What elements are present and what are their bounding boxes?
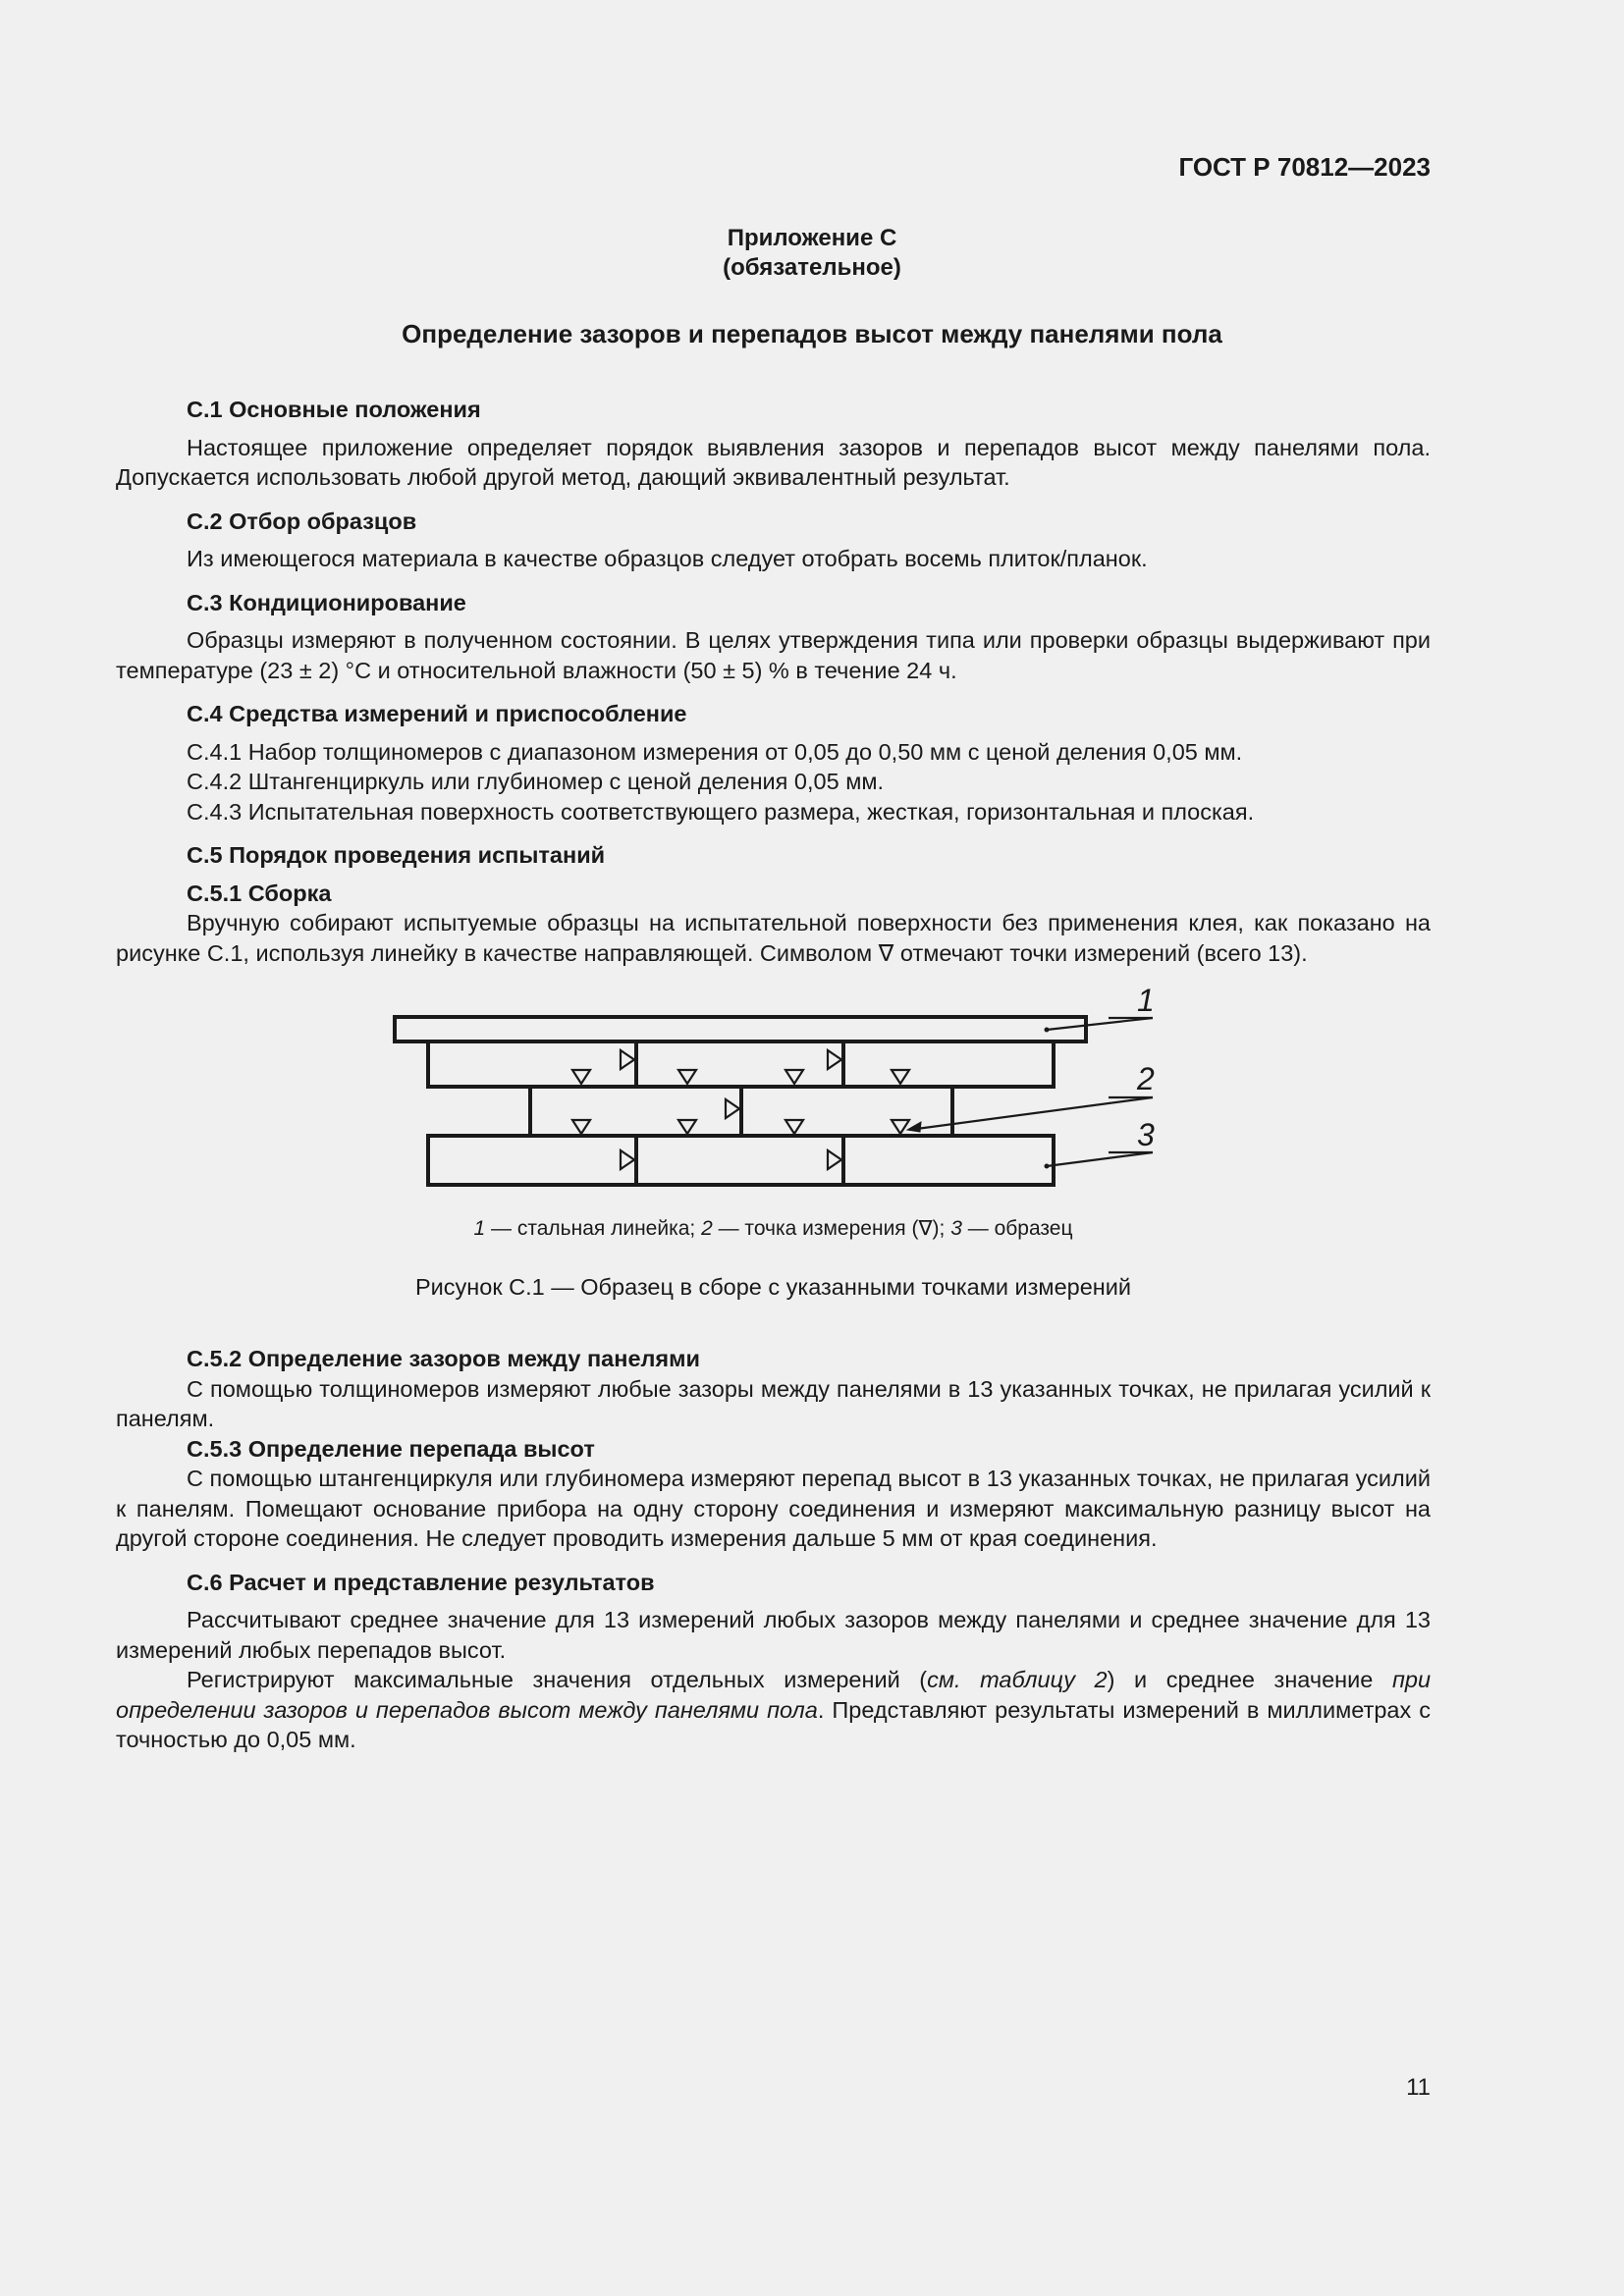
- section-c51-heading: С.5.1 Сборка: [187, 880, 332, 906]
- legend-num-2: 2: [701, 1217, 713, 1240]
- c6-text2-italic: при определении зазоров и перепадов высот между панелями пола: [116, 1667, 1432, 1723]
- measurement-point-icon: [892, 1070, 909, 1084]
- figure-caption: Рисунок С.1 — Образец в сборе с указанными точками измерений: [414, 1274, 1132, 1300]
- section-c53-text: С помощью штангенциркуля или глубиномера измеряют перепад высот в 13 указанных точках, не прилагая усилий к панелям. Помещают основание прибора на одну сторону соединения и измеряют максимальную разницу высот на другой стороне соединения. Не следует проводить измерения дальше 5 мм от края соединения.: [116, 1466, 1431, 1551]
- section-c51-text: Вручную собирают испытуемые образцы на испытательной поверхности без применения клея, как показано на рисунке С.1, используя линейку в качестве направляющей. Символом ∇ отмечают точки измерений (всего 13).: [116, 910, 1431, 966]
- arrow-head-icon: [907, 1122, 921, 1132]
- section-c1-text: Настоящее приложение определяет порядок выявления зазоров и перепадов высот между панелями пола. Допускается использовать любой другой метод, дающий эквивалентный результат.: [116, 434, 1431, 490]
- figure-c1: [116, 976, 1431, 1314]
- measurement-point-icon: [621, 1050, 634, 1069]
- leader-line-2: [909, 1097, 1153, 1130]
- section-c6-heading: С.6 Расчет и представление результатов: [187, 1569, 655, 1595]
- leader-dot: [1045, 1164, 1050, 1169]
- section-c52-heading: С.5.2 Определение зазоров между панелями: [187, 1346, 700, 1371]
- page-number: 11: [1406, 2074, 1431, 2101]
- section-c2-text: Из имеющегося материала в качестве образцов следует отобрать восемь плиток/планок.: [187, 546, 1148, 571]
- leader-dot: [1045, 1028, 1050, 1033]
- c6-text2-a: Регистрируют максимальные значения отдельных измерений (: [187, 1667, 928, 1692]
- legend-num-3: 3: [950, 1217, 962, 1240]
- callout-2: 2: [1137, 1061, 1155, 1096]
- measurement-point-icon: [678, 1120, 696, 1134]
- measurement-point-icon: [785, 1070, 803, 1084]
- appendix-title: Приложение С: [727, 225, 897, 251]
- measurement-point-icon: [892, 1120, 909, 1134]
- standard-code: ГОСТ Р 70812—2023: [1178, 152, 1431, 182]
- legend-text-1: — стальная линейка;: [485, 1217, 702, 1240]
- section-c52-text: С помощью толщиномеров измеряют любые зазоры между панелями в 13 указанных точках, не прилагая усилий к панелям.: [116, 1375, 1431, 1431]
- section-c3-text: Образцы измеряют в полученном состоянии. В целях утверждения типа или проверки образцы выдерживают при температуре (23 ± 2) °С и относительной влажности (50 ± 5) % в течение 24 ч.: [116, 627, 1431, 683]
- c6-text2-c: ) и среднее значение: [1107, 1667, 1392, 1692]
- section-c6-text-2: [116, 1665, 1431, 1755]
- assembly-diagram: [116, 976, 1431, 1314]
- appendix-status: (обязательное): [723, 254, 901, 281]
- table-reference: см. таблицу 2: [927, 1667, 1108, 1692]
- leader-line-1: [1047, 1018, 1153, 1030]
- legend-text-3: — образец: [961, 1217, 1073, 1240]
- legend-text-2: — точка измерения (∇);: [712, 1217, 951, 1240]
- section-c4-item-3: С.4.3 Испытательная поверхность соответствующего размера, жесткая, горизонтальная и плоская.: [187, 798, 1255, 825]
- appendix-heading: [0, 224, 1624, 283]
- measurement-point-icon: [785, 1120, 803, 1134]
- measurement-point-icon: [726, 1099, 739, 1118]
- measurement-point-icon: [828, 1150, 841, 1169]
- measurement-point-icon: [621, 1150, 634, 1169]
- section-c4-item-1: С.4.1 Набор толщиномеров с диапазоном измерения от 0,05 до 0,50 мм с ценой деления 0,05 мм.: [187, 738, 1243, 765]
- section-c4-item-2: С.4.2 Штангенциркуль или глубиномер с ценой деления 0,05 мм.: [187, 769, 885, 794]
- section-c3-heading: С.3 Кондиционирование: [187, 589, 466, 615]
- steel-ruler: [395, 1017, 1086, 1041]
- measurement-point-icon: [572, 1070, 590, 1084]
- measurement-point-icon: [828, 1050, 841, 1069]
- section-c4-heading: С.4 Средства измерений и приспособление: [187, 701, 687, 726]
- section-c1-heading: С.1 Основные положения: [187, 397, 481, 422]
- c6-text2-e: . Представляют результаты измерений в миллиметрах с точностью до 0,05 мм.: [116, 1696, 1431, 1752]
- measurement-point-icon: [678, 1070, 696, 1084]
- panel-row-top: [428, 1041, 1054, 1087]
- callout-3: 3: [1137, 1117, 1155, 1152]
- legend-num-1: 1: [473, 1217, 486, 1240]
- leader-line-3: [1047, 1152, 1153, 1166]
- callout-1: 1: [1137, 983, 1155, 1018]
- measurement-point-icon: [572, 1120, 590, 1134]
- section-c2-heading: С.2 Отбор образцов: [187, 507, 417, 534]
- section-c6-text-1: Рассчитывают среднее значение для 13 измерений любых зазоров между панелями и среднее значение для 13 измерений любых перепадов высот.: [116, 1607, 1431, 1663]
- section-c5-heading: С.5 Порядок проведения испытаний: [187, 842, 606, 868]
- document-title: Определение зазоров и перепадов высот между панелями пола: [402, 319, 1222, 348]
- document-body: [116, 395, 1431, 1755]
- figure-legend: [116, 1215, 1431, 1243]
- panel-row-bottom: [428, 1136, 1054, 1185]
- section-c53-heading: С.5.3 Определение перепада высот: [187, 1435, 595, 1462]
